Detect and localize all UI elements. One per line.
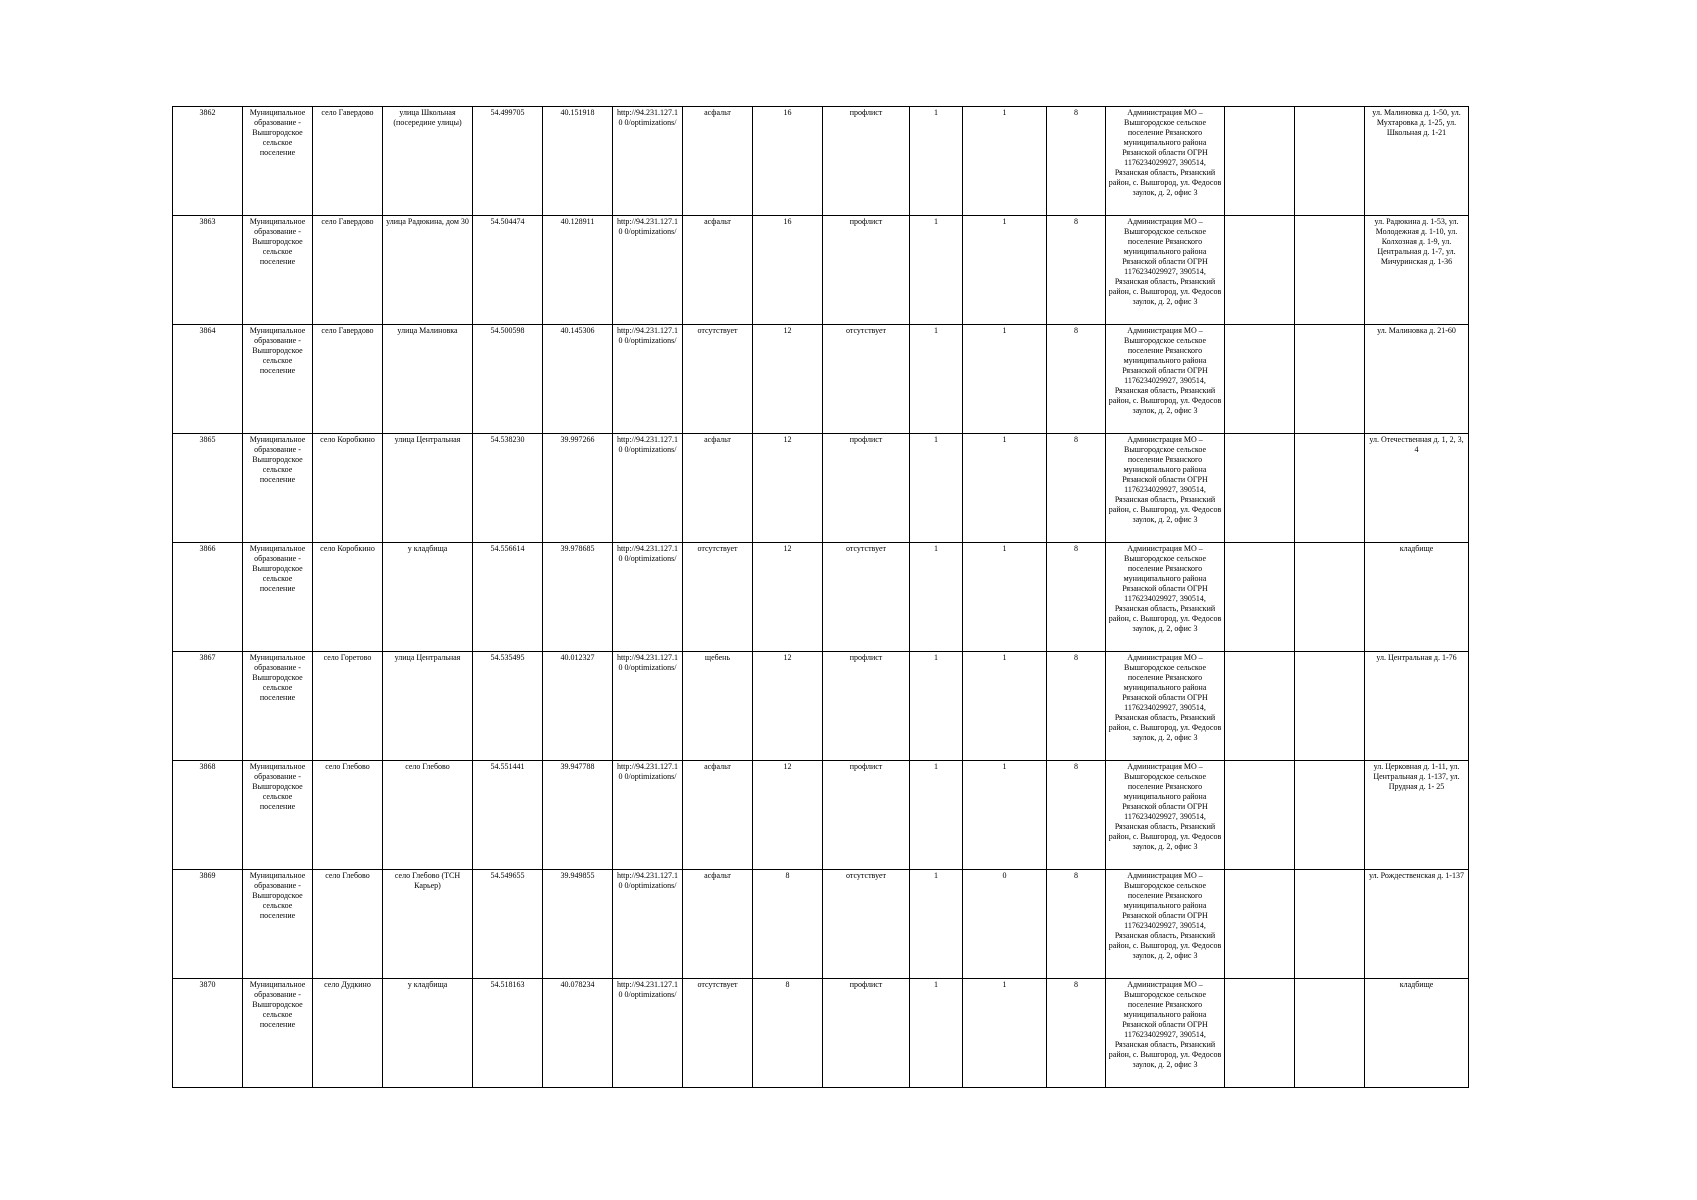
sources-cell: ул. Малиновка д. 1-50, ул. Мухтаровка д. 1-25, ул. Школьная д. 1-21 <box>1365 107 1469 216</box>
street-cell: улица Малиновка <box>383 325 473 434</box>
owner-cell: Администрация МО – Вышгородское сельское поселение Рязанского муниципального района Рязанской области ОГРН 1176234029927, 390514, Рязанская область, Рязанский район, с. Вышгород, ул. Федосов заулок, д. 2, офис 3 <box>1106 325 1225 434</box>
longitude-cell: 39.949855 <box>543 870 613 979</box>
empty-cell <box>1225 543 1295 652</box>
municipality-cell: Муниципальное образование - Вышгородское сельское поселение <box>243 979 313 1088</box>
container-count-cell: 1 <box>910 652 963 761</box>
settlement-cell: село Гавердово <box>313 216 383 325</box>
owner-cell: Администрация МО – Вышгородское сельское поселение Рязанского муниципального района Рязанской области ОГРН 1176234029927, 390514, Рязанская область, Рязанский район, с. Вышгород, ул. Федосов заулок, д. 2, офис 3 <box>1106 652 1225 761</box>
container-count-2-cell: 1 <box>963 434 1047 543</box>
container-count-2-cell: 1 <box>963 325 1047 434</box>
owner-cell: Администрация МО – Вышгородское сельское поселение Рязанского муниципального района Рязанской области ОГРН 1176234029927, 390514, Рязанская область, Рязанский район, с. Вышгород, ул. Федосов заулок, д. 2, офис 3 <box>1106 543 1225 652</box>
municipality-cell: Муниципальное образование - Вышгородское сельское поселение <box>243 543 313 652</box>
owner-cell: Администрация МО – Вышгородское сельское поселение Рязанского муниципального района Рязанской области ОГРН 1176234029927, 390514, Рязанская область, Рязанский район, с. Вышгород, ул. Федосов заулок, д. 2, офис 3 <box>1106 979 1225 1088</box>
owner-cell: Администрация МО – Вышгородское сельское поселение Рязанского муниципального района Рязанской области ОГРН 1176234029927, 390514, Рязанская область, Рязанский район, с. Вышгород, ул. Федосов заулок, д. 2, офис 3 <box>1106 107 1225 216</box>
longitude-cell: 39.947788 <box>543 761 613 870</box>
surface-cell: отсутствует <box>683 543 753 652</box>
row-number-cell: 3866 <box>173 543 243 652</box>
empty-cell <box>1225 870 1295 979</box>
settlement-cell: село Гавердово <box>313 325 383 434</box>
municipality-cell: Муниципальное образование - Вышгородское сельское поселение <box>243 434 313 543</box>
url-cell: http://94.231.127.10 0/optimizations/ <box>613 761 683 870</box>
container-count-cell: 1 <box>910 434 963 543</box>
latitude-cell: 54.556614 <box>473 543 543 652</box>
volume-cell: 8 <box>1047 979 1106 1088</box>
surface-cell: асфальт <box>683 216 753 325</box>
street-cell: улица Радюкина, дом 30 <box>383 216 473 325</box>
registry-table <box>172 106 1469 1088</box>
url-cell: http://94.231.127.10 0/optimizations/ <box>613 325 683 434</box>
longitude-cell: 40.012327 <box>543 652 613 761</box>
settlement-cell: село Дудкино <box>313 979 383 1088</box>
volume-cell: 8 <box>1047 870 1106 979</box>
base-cell: отсутствует <box>823 870 910 979</box>
base-cell: отсутствует <box>823 325 910 434</box>
municipality-cell: Муниципальное образование - Вышгородское сельское поселение <box>243 870 313 979</box>
empty-cell-2 <box>1295 761 1365 870</box>
sources-cell: ул. Отечественная д. 1, 2, 3, 4 <box>1365 434 1469 543</box>
empty-cell <box>1225 325 1295 434</box>
sources-cell: ул. Радюкина д. 1-53, ул. Молодежная д. 1-10, ул. Колхозная д. 1-9, ул. Центральная д. 1-7, ул. Мичуринская д. 1-36 <box>1365 216 1469 325</box>
base-cell: отсутствует <box>823 543 910 652</box>
volume-cell: 8 <box>1047 761 1106 870</box>
street-cell: у кладбища <box>383 543 473 652</box>
container-count-2-cell: 0 <box>963 870 1047 979</box>
base-cell: профлист <box>823 107 910 216</box>
surface-cell: отсутствует <box>683 325 753 434</box>
row-number-cell: 3864 <box>173 325 243 434</box>
sources-cell: кладбище <box>1365 979 1469 1088</box>
empty-cell-2 <box>1295 870 1365 979</box>
base-cell: профлист <box>823 761 910 870</box>
empty-cell <box>1225 434 1295 543</box>
latitude-cell: 54.500598 <box>473 325 543 434</box>
street-cell: улица Центральная <box>383 434 473 543</box>
volume-cell: 8 <box>1047 325 1106 434</box>
table-row <box>173 652 1469 761</box>
table-row <box>173 434 1469 543</box>
surface-cell: асфальт <box>683 761 753 870</box>
url-cell: http://94.231.127.10 0/optimizations/ <box>613 543 683 652</box>
url-cell: http://94.231.127.10 0/optimizations/ <box>613 216 683 325</box>
table-body <box>173 107 1469 1088</box>
container-count-cell: 1 <box>910 107 963 216</box>
street-cell: улица Школьная (посередине улицы) <box>383 107 473 216</box>
latitude-cell: 54.518163 <box>473 979 543 1088</box>
municipality-cell: Муниципальное образование - Вышгородское сельское поселение <box>243 216 313 325</box>
settlement-cell: село Коробкино <box>313 434 383 543</box>
base-cell: профлист <box>823 216 910 325</box>
container-count-2-cell: 1 <box>963 543 1047 652</box>
row-number-cell: 3869 <box>173 870 243 979</box>
empty-cell <box>1225 652 1295 761</box>
container-count-cell: 1 <box>910 543 963 652</box>
longitude-cell: 40.078234 <box>543 979 613 1088</box>
url-cell: http://94.231.127.10 0/optimizations/ <box>613 434 683 543</box>
surface-cell: щебень <box>683 652 753 761</box>
empty-cell-2 <box>1295 543 1365 652</box>
surface-cell: отсутствует <box>683 979 753 1088</box>
settlement-cell: село Глебово <box>313 761 383 870</box>
latitude-cell: 54.504474 <box>473 216 543 325</box>
street-cell: село Глебово <box>383 761 473 870</box>
settlement-cell: село Гавердово <box>313 107 383 216</box>
volume-cell: 8 <box>1047 216 1106 325</box>
sources-cell: ул. Рождественская д. 1-137 <box>1365 870 1469 979</box>
settlement-cell: село Горетово <box>313 652 383 761</box>
volume-cell: 8 <box>1047 543 1106 652</box>
row-number-cell: 3870 <box>173 979 243 1088</box>
table-row <box>173 325 1469 434</box>
container-count-cell: 1 <box>910 216 963 325</box>
table-row <box>173 107 1469 216</box>
surface-cell: асфальт <box>683 870 753 979</box>
row-number-cell: 3865 <box>173 434 243 543</box>
container-count-cell: 1 <box>910 761 963 870</box>
base-cell: профлист <box>823 979 910 1088</box>
owner-cell: Администрация МО – Вышгородское сельское поселение Рязанского муниципального района Рязанской области ОГРН 1176234029927, 390514, Рязанская область, Рязанский район, с. Вышгород, ул. Федосов заулок, д. 2, офис 3 <box>1106 870 1225 979</box>
container-count-2-cell: 1 <box>963 979 1047 1088</box>
url-cell: http://94.231.127.10 0/optimizations/ <box>613 107 683 216</box>
table-row <box>173 761 1469 870</box>
surface-cell: асфальт <box>683 107 753 216</box>
container-count-2-cell: 1 <box>963 107 1047 216</box>
sources-cell: ул. Церковная д. 1-11, ул. Центральная д. 1-137, ул. Прудная д. 1- 25 <box>1365 761 1469 870</box>
container-count-cell: 1 <box>910 979 963 1088</box>
street-cell: улица Центральная <box>383 652 473 761</box>
row-number-cell: 3863 <box>173 216 243 325</box>
url-cell: http://94.231.127.10 0/optimizations/ <box>613 979 683 1088</box>
sources-cell: ул. Центральная д. 1-76 <box>1365 652 1469 761</box>
table-row <box>173 870 1469 979</box>
empty-cell-2 <box>1295 216 1365 325</box>
empty-cell <box>1225 979 1295 1088</box>
empty-cell <box>1225 216 1295 325</box>
municipality-cell: Муниципальное образование - Вышгородское сельское поселение <box>243 761 313 870</box>
empty-cell <box>1225 107 1295 216</box>
street-cell: село Глебово (ТСН Карьер) <box>383 870 473 979</box>
surface-cell: асфальт <box>683 434 753 543</box>
latitude-cell: 54.549655 <box>473 870 543 979</box>
volume-cell: 8 <box>1047 107 1106 216</box>
base-cell: профлист <box>823 652 910 761</box>
url-cell: http://94.231.127.10 0/optimizations/ <box>613 652 683 761</box>
owner-cell: Администрация МО – Вышгородское сельское поселение Рязанского муниципального района Рязанской области ОГРН 1176234029927, 390514, Рязанская область, Рязанский район, с. Вышгород, ул. Федосов заулок, д. 2, офис 3 <box>1106 434 1225 543</box>
table-row <box>173 979 1469 1088</box>
owner-cell: Администрация МО – Вышгородское сельское поселение Рязанского муниципального района Рязанской области ОГРН 1176234029927, 390514, Рязанская область, Рязанский район, с. Вышгород, ул. Федосов заулок, д. 2, офис 3 <box>1106 216 1225 325</box>
area-cell: 12 <box>753 652 823 761</box>
row-number-cell: 3867 <box>173 652 243 761</box>
url-cell: http://94.231.127.10 0/optimizations/ <box>613 870 683 979</box>
municipality-cell: Муниципальное образование - Вышгородское сельское поселение <box>243 652 313 761</box>
container-count-2-cell: 1 <box>963 652 1047 761</box>
container-count-cell: 1 <box>910 325 963 434</box>
longitude-cell: 40.128911 <box>543 216 613 325</box>
longitude-cell: 40.151918 <box>543 107 613 216</box>
empty-cell-2 <box>1295 434 1365 543</box>
settlement-cell: село Коробкино <box>313 543 383 652</box>
empty-cell-2 <box>1295 107 1365 216</box>
area-cell: 8 <box>753 870 823 979</box>
longitude-cell: 39.978685 <box>543 543 613 652</box>
area-cell: 16 <box>753 107 823 216</box>
street-cell: у кладбища <box>383 979 473 1088</box>
municipality-cell: Муниципальное образование - Вышгородское сельское поселение <box>243 325 313 434</box>
area-cell: 12 <box>753 325 823 434</box>
empty-cell-2 <box>1295 652 1365 761</box>
latitude-cell: 54.499705 <box>473 107 543 216</box>
empty-cell-2 <box>1295 979 1365 1088</box>
sources-cell: ул. Малиновка д. 21-60 <box>1365 325 1469 434</box>
base-cell: профлист <box>823 434 910 543</box>
longitude-cell: 39.997266 <box>543 434 613 543</box>
table-row <box>173 543 1469 652</box>
container-count-2-cell: 1 <box>963 216 1047 325</box>
latitude-cell: 54.551441 <box>473 761 543 870</box>
container-count-cell: 1 <box>910 870 963 979</box>
owner-cell: Администрация МО – Вышгородское сельское поселение Рязанского муниципального района Рязанской области ОГРН 1176234029927, 390514, Рязанская область, Рязанский район, с. Вышгород, ул. Федосов заулок, д. 2, офис 3 <box>1106 761 1225 870</box>
sources-cell: кладбище <box>1365 543 1469 652</box>
area-cell: 12 <box>753 434 823 543</box>
area-cell: 16 <box>753 216 823 325</box>
row-number-cell: 3868 <box>173 761 243 870</box>
latitude-cell: 54.535495 <box>473 652 543 761</box>
empty-cell <box>1225 761 1295 870</box>
area-cell: 12 <box>753 761 823 870</box>
container-count-2-cell: 1 <box>963 761 1047 870</box>
longitude-cell: 40.145306 <box>543 325 613 434</box>
area-cell: 12 <box>753 543 823 652</box>
volume-cell: 8 <box>1047 652 1106 761</box>
latitude-cell: 54.538230 <box>473 434 543 543</box>
row-number-cell: 3862 <box>173 107 243 216</box>
municipality-cell: Муниципальное образование - Вышгородское сельское поселение <box>243 107 313 216</box>
volume-cell: 8 <box>1047 434 1106 543</box>
empty-cell-2 <box>1295 325 1365 434</box>
area-cell: 8 <box>753 979 823 1088</box>
table-row <box>173 216 1469 325</box>
settlement-cell: село Глебово <box>313 870 383 979</box>
